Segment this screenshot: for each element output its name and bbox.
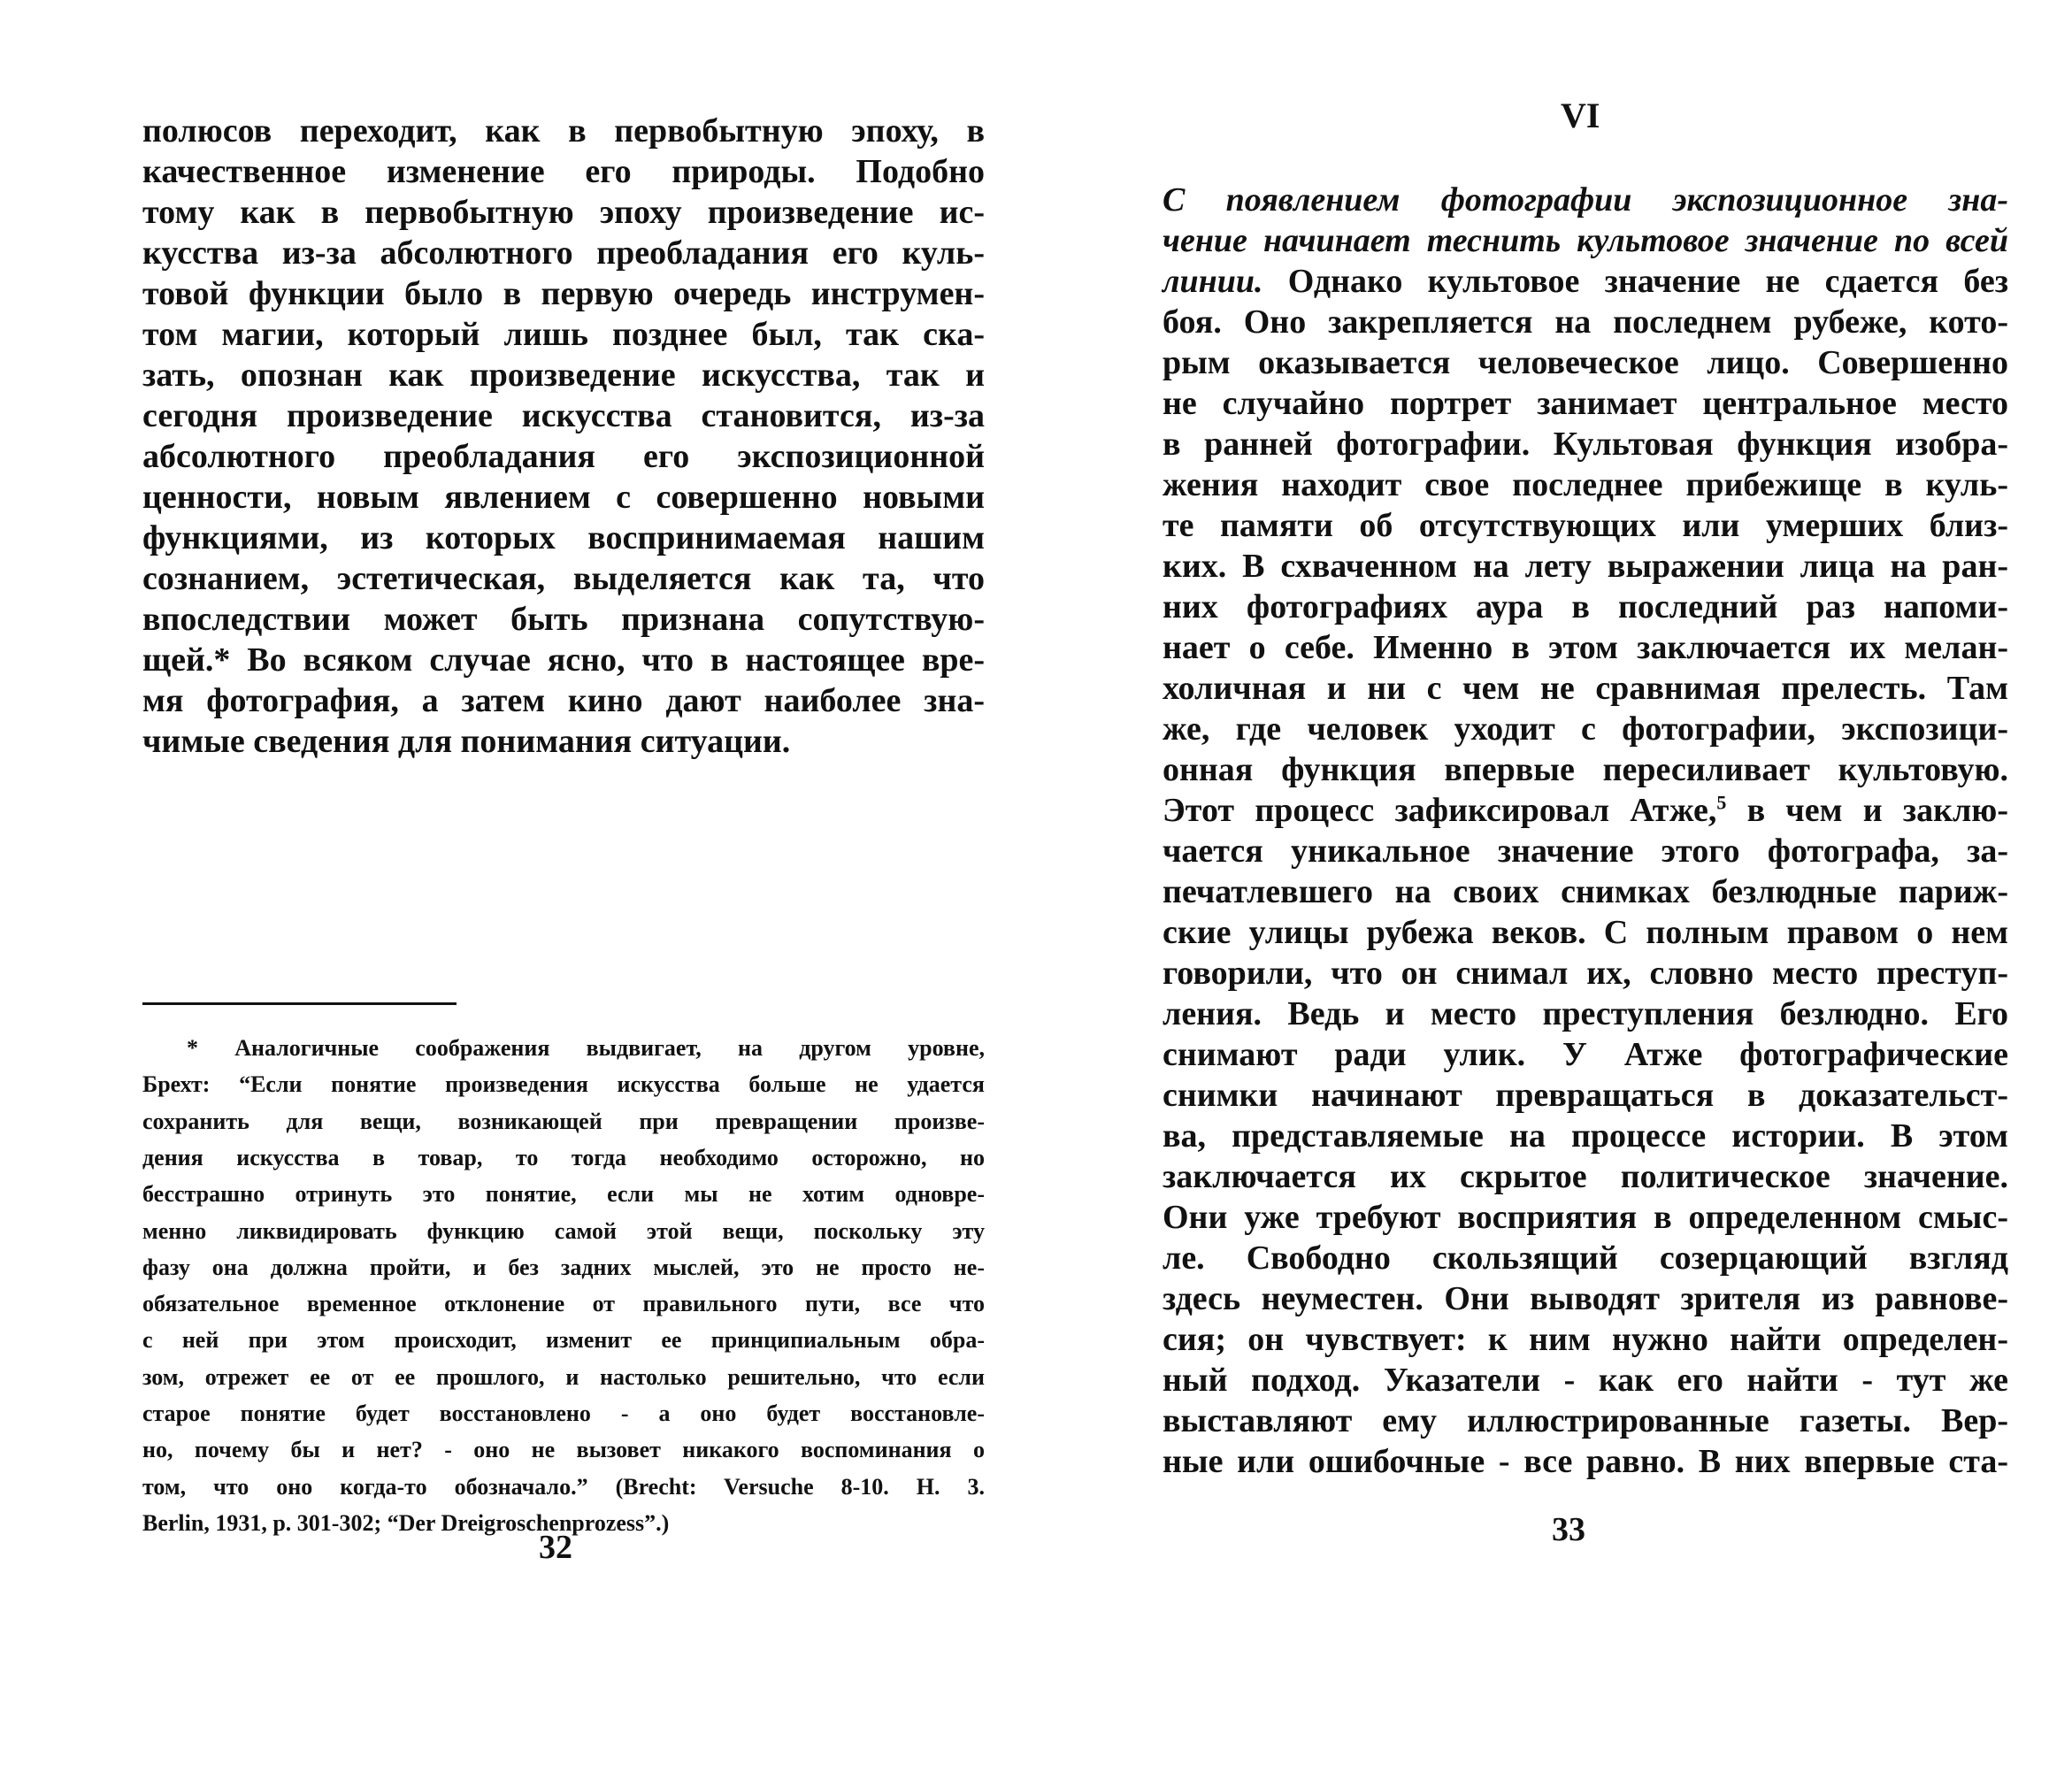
footnote-line: том, что оно когда-то обозначало.” (Brecht: Versuche 8-10. H. 3. — [142, 1473, 985, 1500]
body-line: них фотографиях аура в последний раз напоми- — [1163, 588, 2008, 625]
body-line: мя фотография, а затем кино дают наиболее зна- — [142, 682, 985, 719]
body-line: выставляют ему иллюстрированные газеты. Вер- — [1163, 1402, 2008, 1439]
body-line: зать, опознан как произведение искусства, так и — [142, 357, 985, 394]
body-line: ких. В схваченном на лету выражении лица на ран- — [1163, 548, 2008, 585]
chapter-heading: VI — [1561, 96, 1600, 135]
page-number-right: 33 — [1552, 1511, 1585, 1548]
right-page — [1036, 0, 2072, 1765]
lead-rest: Однако культовое значение не сдается без — [1262, 263, 2008, 300]
body-line: кусства из-за абсолютного преобладания его куль- — [142, 234, 985, 272]
body-line: абсолютного преобладания его экспозиционной — [142, 438, 985, 475]
body-line: нает о себе. Именно в этом заключается их мелан- — [1163, 629, 2008, 666]
body-line: снимки начинают превращаться в доказательст- — [1163, 1077, 2008, 1114]
body-line: тому как в первобытную эпоху произведение ис- — [142, 194, 985, 231]
footnote-line: с ней при этом происходит, изменит ее принципиальным обра- — [142, 1327, 985, 1354]
body-line-mixed — [1163, 261, 2008, 302]
body-line: ва, представляемые на процессе истории. В этом — [1163, 1117, 2008, 1155]
footnote-divider — [142, 1002, 457, 1005]
body-line: здесь неуместен. Они выводят зрителя из равнове- — [1163, 1280, 2008, 1317]
body-line: же, где человек уходит с фотографии, экспозици- — [1163, 710, 2008, 748]
footnote-line: дения искусства в товар, то тогда необходимо осторожно, но — [142, 1144, 985, 1170]
body-line: не случайно портрет занимает центральное место — [1163, 385, 2008, 422]
body-line: функциями, из которых воспринимаемая нашим — [142, 519, 985, 556]
body-line: говорили, что он снимал их, словно место преступ- — [1163, 955, 2008, 992]
footnote-line: фазу она должна пройти, и без задних мыслей, это не просто не- — [142, 1254, 985, 1280]
body-line: заключается их скрытое политическое значение. — [1163, 1158, 2008, 1195]
body-line: ле. Свободно скользящий созерцающий взгляд — [1163, 1239, 2008, 1277]
footnote-line: сохранить для вещи, возникающей при превращении произве- — [142, 1108, 985, 1134]
body-line: Они уже требуют восприятия в определенном смыс- — [1163, 1199, 2008, 1236]
body-line: ские улицы рубежа веков. С полным правом о нем — [1163, 914, 2008, 951]
body-line: в ранней фотографии. Культовая функция изобра- — [1163, 426, 2008, 463]
page-number-left: 32 — [539, 1529, 572, 1566]
footnote-line: * Аналогичные соображения выдвигает, на другом уровне, — [187, 1035, 985, 1061]
body-line: впоследствии может быть признана сопутствую- — [142, 601, 985, 638]
body-line: чимые сведения для понимания ситуации. — [142, 723, 791, 760]
body-line: чается уникальное значение этого фотографа, за- — [1163, 833, 2008, 870]
footnote-line: но, почему бы и нет? - оно не вызовет никакого воспоминания о — [142, 1437, 985, 1463]
footnote-line: зом, отрежет ее от ее прошлого, и настолько решительно, что если — [142, 1363, 985, 1390]
body-line-italic: С появлением фотографии экспозиционное зна- — [1163, 181, 2008, 219]
body-line: ления. Ведь и место преступления безлюдно. Его — [1163, 995, 2008, 1032]
body-line: товой функции было в первую очередь инструмен- — [142, 275, 985, 312]
italic-lead: линии. — [1163, 263, 1263, 300]
body-line: онная функция впервые пересиливает культовую. — [1163, 751, 2008, 788]
footnote-line: менно ликвидировать функцию самой этой вещи, поскольку эту — [142, 1217, 985, 1244]
body-line: полюсов переходит, как в первобытную эпоху, в — [142, 112, 985, 150]
footnote-line: старое понятие будет восстановлено - а оно будет восстановле- — [142, 1400, 985, 1426]
body-line: ные или ошибочные - все равно. В них впервые ста- — [1163, 1443, 2008, 1480]
footnote-line: бесстрашно отринуть это понятие, если мы не хотим одновре- — [142, 1181, 985, 1208]
atget-end: в чем и заклю- — [1726, 792, 2008, 829]
footnote-line: Berlin, 1931, p. 301-302; “Der Dreigroschenprozess”.) — [142, 1509, 670, 1536]
body-line: холичная и ни с чем не сравнимая прелесть. Там — [1163, 670, 2008, 707]
body-line: те памяти об отсутствующих или умерших близ- — [1163, 507, 2008, 544]
body-line: качественное изменение его природы. Подобно — [142, 153, 985, 190]
body-line: снимают ради улик. У Атже фотографические — [1163, 1036, 2008, 1073]
body-line-atget — [1163, 790, 2008, 831]
footnote-line: Брехт: “Если понятие произведения искусства больше не удается — [142, 1071, 985, 1098]
body-line-italic: чение начинает теснить культовое значение по всей — [1163, 222, 2008, 259]
footnote-reference[interactable]: 5 — [1716, 791, 1727, 814]
body-line: ценности, новым явлением с совершенно новыми — [142, 479, 985, 516]
body-line: том магии, который лишь позднее был, так ска- — [142, 316, 985, 353]
body-line: сегодня произведение искусства становится, из-за — [142, 397, 985, 434]
body-line: ный подход. Указатели - как его найти - тут же — [1163, 1362, 2008, 1399]
body-line: сознанием, эстетическая, выделяется как та, что — [142, 560, 985, 597]
body-line: боя. Оно закрепляется на последнем рубеже, кото- — [1163, 303, 2008, 341]
body-line: печатлевшего на своих снимках безлюдные париж- — [1163, 873, 2008, 910]
footnote-line: обязательное временное отклонение от правильного пути, все что — [142, 1291, 985, 1317]
body-line: рым оказывается человеческое лицо. Совершенно — [1163, 344, 2008, 381]
body-line: щей.* Во всяком случае ясно, что в настоящее вре- — [142, 641, 985, 679]
body-line: сия; он чувствует: к ним нужно найти определен- — [1163, 1321, 2008, 1358]
body-line: жения находит свое последнее прибежище в куль- — [1163, 466, 2008, 503]
atget-start: Этот процесс зафиксировал Атже, — [1163, 792, 1717, 829]
